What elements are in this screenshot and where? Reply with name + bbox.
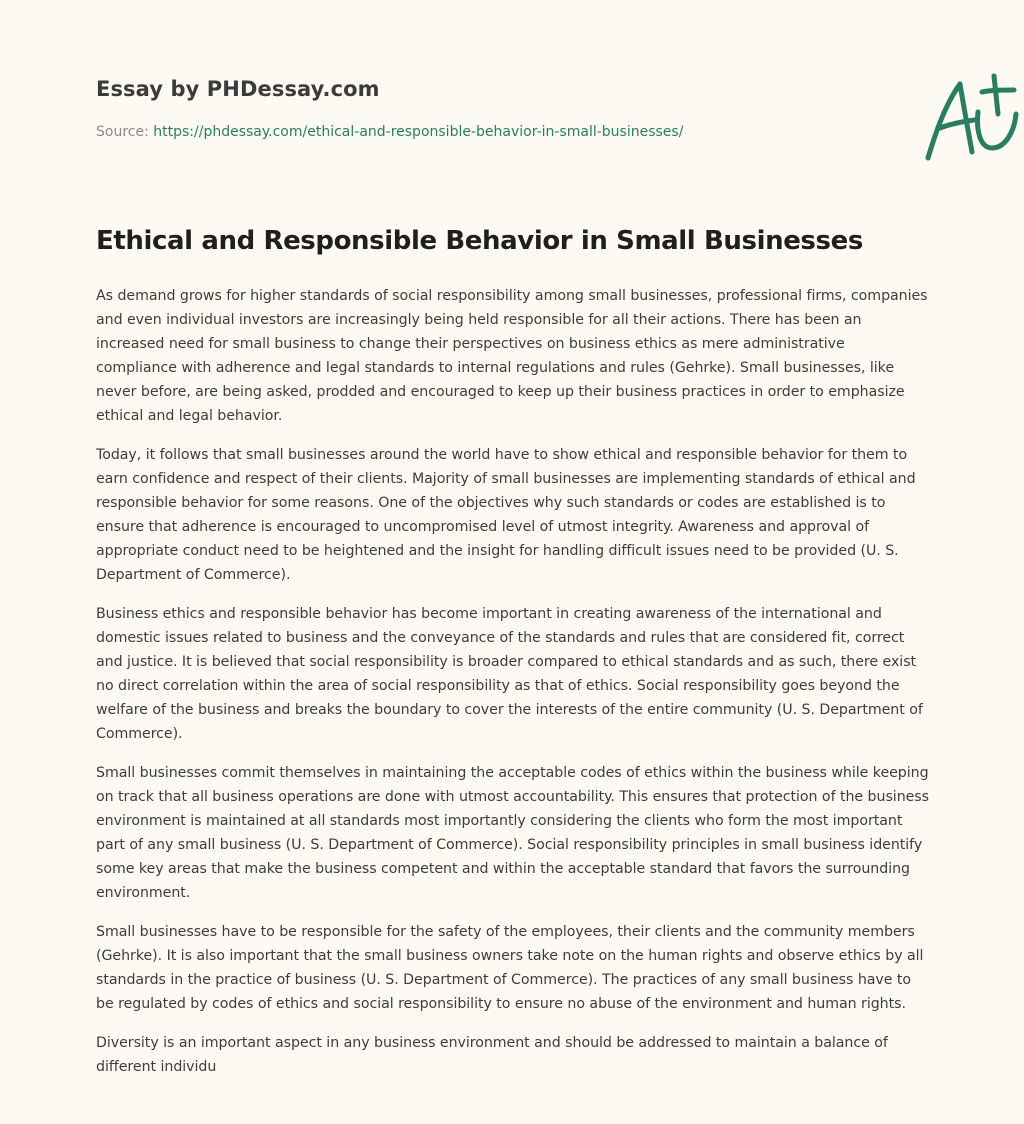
source-link[interactable]: https://phdessay.com/ethical-and-responsible-behavior-in-small-businesses/ <box>153 124 684 140</box>
essay-paragraph: Small businesses commit themselves in maintaining the acceptable codes of ethics within the business while keeping on track that all business operations are done with utmost accountability. This ensures that protection of the business environment is maintained at all standards most importantly considering the clients who form the most important part of any small business (U. S. Department of Commerce). Social responsibility principles in small business identify some key areas that make the business competent and within the acceptable standard that favors the surrounding environment. <box>96 765 929 901</box>
source-line <box>96 124 683 140</box>
source-label: Source: <box>96 124 154 140</box>
essay-paragraph: Today, it follows that small businesses around the world have to show ethical and responsible behavior for them to earn confidence and respect of their clients. Majority of small businesses are implementing standards of ethical and responsible behavior for some reasons. One of the objectives why such standards or codes are established is to ensure that adherence is encouraged to uncompromised level of utmost integrity. Awareness and approval of appropriate conduct need to be heightened and the insight for handling difficult issues need to be provided (U. S. Department of Commerce). <box>96 447 916 583</box>
essay-paragraph: As demand grows for higher standards of social responsibility among small businesses, professional firms, companies and even individual investors are increasingly being held responsible for all their actions. There has been an increased need for small business to change their perspectives on business ethics as mere administrative compliance with adherence and legal standards to internal regulations and rules (Gehrke). Small businesses, like never before, are being asked, prodded and encouraged to keep up their business practices in order to emphasize ethical and legal behavior. <box>96 288 928 424</box>
essay-body <box>96 284 930 1094</box>
site-title: Essay by PHDessay.com <box>96 77 380 101</box>
a-plus-logo-icon <box>914 68 1024 164</box>
essay-paragraph: Business ethics and responsible behavior has become important in creating awareness of the international and domestic issues related to business and the conveyance of the standards and rules that are considered fit, correct and justice. It is believed that social responsibility is broader compared to ethical standards and as such, there exist no direct correlation within the area of social responsibility as that of ethics. Social responsibility goes beyond the welfare of the business and breaks the boundary to cover the interests of the entire community (U. S. Department of Commerce). <box>96 606 923 742</box>
essay-paragraph: Small businesses have to be responsible for the safety of the employees, their clients and the community members (Gehrke). It is also important that the small business owners take note on the human rights and observe ethics by all standards in the practice of business (U. S. Department of Commerce). The practices of any small business have to be regulated by codes of ethics and social responsibility to ensure no abuse of the environment and human rights. <box>96 924 924 1012</box>
essay-title: Ethical and Responsible Behavior in Small Businesses <box>96 226 863 256</box>
essay-paragraph: Diversity is an important aspect in any business environment and should be addressed to maintain a balance of different individu <box>96 1035 888 1075</box>
